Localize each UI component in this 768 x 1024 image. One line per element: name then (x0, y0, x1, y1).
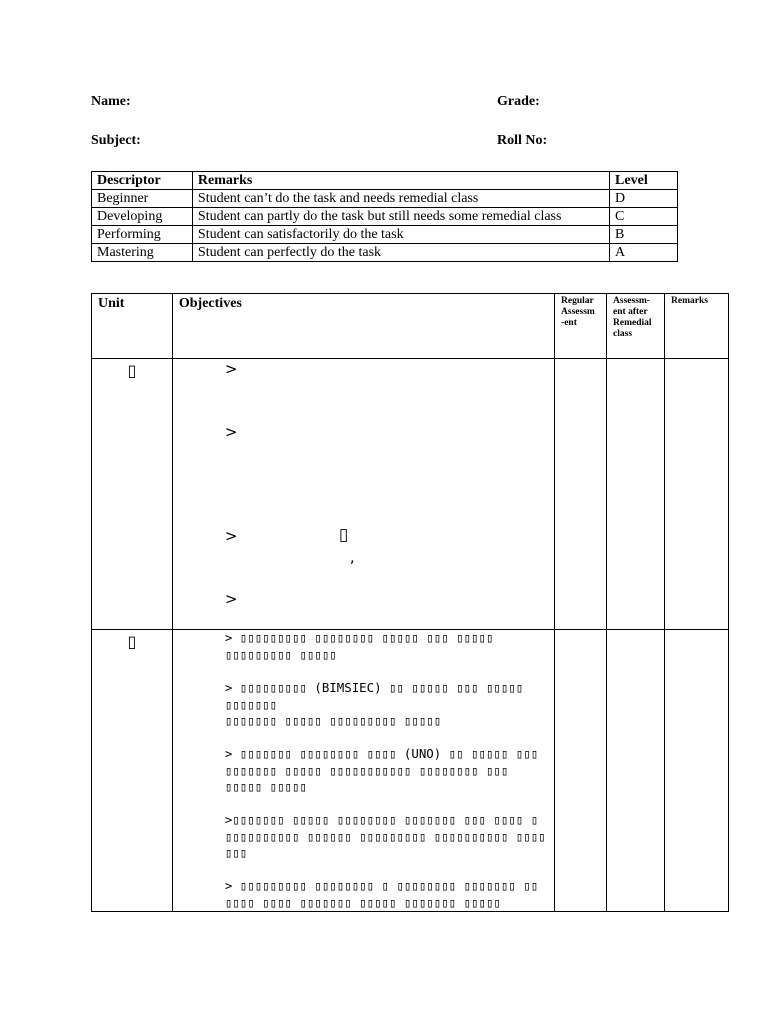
unit-number: ▯ (92, 359, 173, 630)
objectives-cell (172, 359, 554, 630)
header-assessment-after-remedial: Assessm- ent after Remedial class (607, 294, 665, 359)
subject-label: Subject: (91, 133, 141, 148)
legend-remark: Student can partly do the task but still needs some remedial class (192, 208, 609, 226)
unit-row (92, 630, 729, 912)
roll-no-label: Roll No: (497, 133, 548, 148)
legend-remark: Student can satisfactorily do the task (192, 226, 609, 244)
legend-row (92, 244, 678, 262)
unrendered-glyph: ▯ (338, 525, 349, 545)
legend-remark: Student can’t do the task and needs remedial class (192, 190, 609, 208)
grade-label: Grade: (497, 94, 540, 109)
objective-bullet: > (224, 527, 238, 545)
objectives-cell (172, 630, 554, 912)
unit-number: ▯ (92, 630, 173, 912)
objective-line: >▯▯▯▯▯▯▯ ▯▯▯▯▯ ▯▯▯▯▯▯▯▯ ▯▯▯▯▯▯▯ ▯▯▯ ▯▯▯▯ ▯ (224, 812, 539, 827)
assessment-table (91, 293, 729, 912)
remedial-assessment-cell[interactable] (607, 359, 665, 630)
legend-header-remarks: Remarks (192, 172, 609, 190)
legend-descriptor: Beginner (92, 190, 193, 208)
objective-line: > ▯▯▯▯▯▯▯▯▯ ▯▯▯▯▯▯▯▯ ▯ ▯▯▯▯▯▯▯▯ ▯▯▯▯▯▯▯ ▯▯ (224, 878, 539, 893)
unit-row (92, 359, 729, 630)
objective-line: ▯▯▯▯▯ ▯▯▯▯▯ (224, 779, 307, 794)
regular-assessment-cell[interactable] (555, 630, 607, 912)
legend-level: D (610, 190, 678, 208)
legend-row (92, 190, 678, 208)
objective-line: > ▯▯▯▯▯▯▯▯▯ ▯▯▯▯▯▯▯▯ ▯▯▯▯▯ ▯▯▯ ▯▯▯▯▯ (224, 630, 494, 645)
remedial-assessment-cell[interactable] (607, 630, 665, 912)
objective-line: ▯▯▯ (224, 845, 248, 860)
objective-line: ▯▯▯▯▯▯▯ ▯▯▯▯▯ ▯▯▯▯▯▯▯▯▯▯▯ ▯▯▯▯▯▯▯▯ ▯▯▯ (224, 763, 509, 778)
remarks-cell[interactable] (665, 359, 729, 630)
objective-line: ▯▯▯▯ ▯▯▯▯ ▯▯▯▯▯▯▯ ▯▯▯▯▯ ▯▯▯▯▯▯▯ ▯▯▯▯▯ (224, 895, 501, 910)
assessment-header-row (92, 294, 729, 359)
objective-bullet: > (224, 423, 238, 441)
legend-level: B (610, 226, 678, 244)
objective-line: ▯▯▯▯▯▯▯▯▯▯ ▯▯▯▯▯▯ ▯▯▯▯▯▯▯▯▯ ▯▯▯▯▯▯▯▯▯▯ ▯▯▯▯ (224, 829, 546, 844)
remarks-cell[interactable] (665, 630, 729, 912)
legend-row (92, 226, 678, 244)
header-objectives: Objectives (172, 294, 554, 359)
objective-line: ▯▯▯▯▯▯▯▯▯ ▯▯▯▯▯ (224, 647, 337, 662)
legend-header-row (92, 172, 678, 190)
header-unit: Unit (92, 294, 173, 359)
objective-comma: , (349, 548, 355, 566)
regular-assessment-cell[interactable] (555, 359, 607, 630)
grading-legend-table (91, 171, 678, 262)
legend-row (92, 208, 678, 226)
header-regular-assessment: Regular Assessm -ent (555, 294, 607, 359)
name-label: Name: (91, 94, 131, 109)
legend-descriptor: Developing (92, 208, 193, 226)
legend-descriptor: Performing (92, 226, 193, 244)
header-remarks: Remarks (665, 294, 729, 359)
legend-level: C (610, 208, 678, 226)
legend-remark: Student can perfectly do the task (192, 244, 609, 262)
legend-header-descriptor: Descriptor (92, 172, 193, 190)
objective-line: > ▯▯▯▯▯▯▯▯▯ (BIMSIEC) ▯▯ ▯▯▯▯▯ ▯▯▯ ▯▯▯▯▯ (224, 680, 524, 695)
objective-line: ▯▯▯▯▯▯▯ (224, 697, 278, 712)
objective-bullet: > (224, 590, 238, 608)
legend-level: A (610, 244, 678, 262)
objective-line: ▯▯▯▯▯▯▯ ▯▯▯▯▯ ▯▯▯▯▯▯▯▯▯ ▯▯▯▯▯ (224, 713, 442, 728)
legend-descriptor: Mastering (92, 244, 193, 262)
objective-bullet: > (224, 360, 238, 378)
legend-header-level: Level (610, 172, 678, 190)
objective-line: > ▯▯▯▯▯▯▯ ▯▯▯▯▯▯▯▯ ▯▯▯▯ (UNO) ▯▯ ▯▯▯▯▯ ▯▯▯ (224, 746, 539, 761)
